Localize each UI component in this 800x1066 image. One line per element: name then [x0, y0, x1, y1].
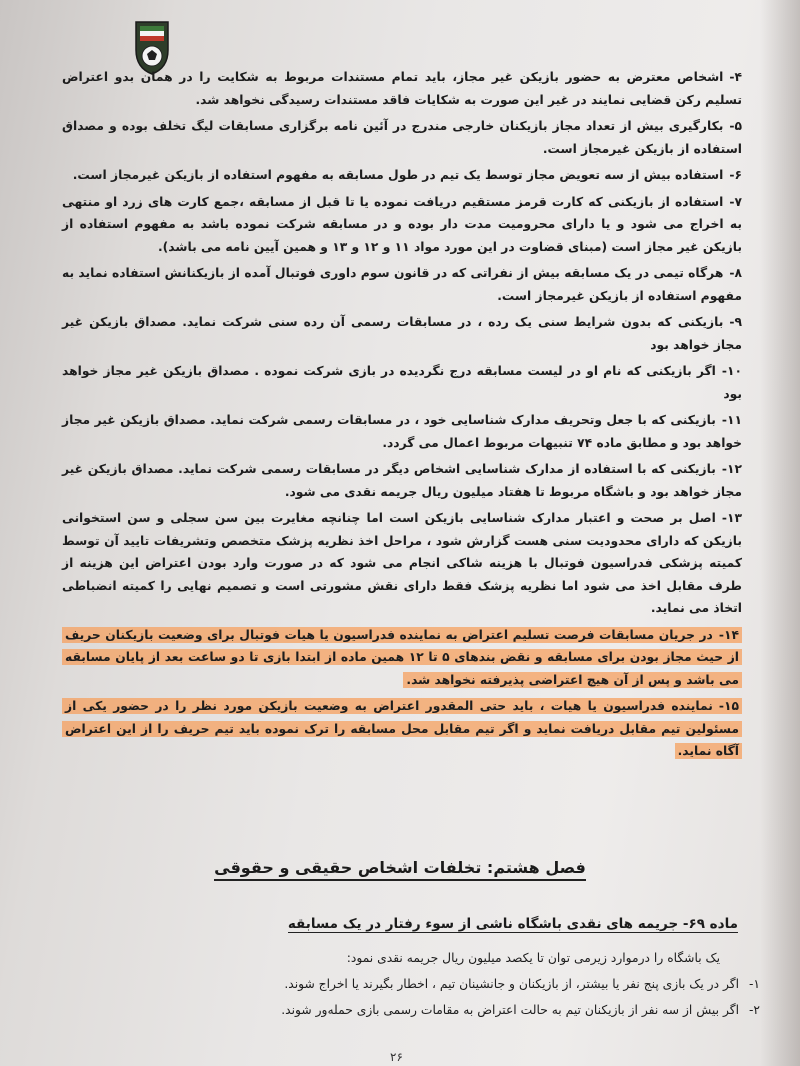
page-curl-shadow: [760, 0, 800, 1066]
rules-list: [62, 66, 742, 767]
rule-item-9: ۹-بازیکنی که بدون شرایط سنی یک رده ، در مسابقات رسمی آن رده سنی شرکت نماید. مصداق بازیکن غیر مجاز خواهد بود: [62, 315, 742, 352]
rule-item-5: ۵-بکارگیری بیش از تعداد مجاز بازیکنان خارجی مندرج در آئین نامه برگزاری مسابقات لیگ تخلف بوده و مصداق استفاده از بازیکن غیرمجاز است.: [62, 119, 742, 156]
rule-item-4: ۴-اشخاص معترض به حضور بازیکن غیر مجاز، باید تمام مستندات مربوط به شکایت را در همان بدو اعتراض تسلیم رکن قضایی نمایند در غیر این صورت به شکایات فاقد مستندات رسیدگی نخواهد شد.: [62, 70, 742, 107]
article-body: [80, 945, 760, 1023]
rule-item-8: ۸-هرگاه تیمی در یک مسابقه بیش از نفراتی که در قانون سوم داوری فوتبال آمده از بازیکنانش استفاده نماید به مفهوم استفاده از بازیکن غیرمجاز است.: [62, 266, 742, 303]
article-heading: ماده ۶۹- جریمه های نقدی باشگاه ناشی از سوء رفتار در یک مسابقه: [287, 916, 738, 932]
rule-item-6: ۶-استفاده بیش از سه تعویض مجاز توسط یک تیم در طول مسابقه به مفهوم استفاده از بازیکن غیرمجاز است.: [72, 168, 742, 182]
page-number: ۲۶: [390, 1050, 403, 1064]
rule-item-15-highlighted: ۱۵-نماینده فدراسیون یا هیات ، باید حتی المقدور اعتراض به وضعیت بازیکن مورد نظر را در حضور یکی از مسئولین تیم مقابل دریافت نماید و اگر تیم مقابل محل مسابقه را ترک نموده باید تیم حریف را از این اعتراض آگاه نماید.: [62, 695, 742, 763]
rule-item-12: ۱۲-بازیکنی که با استفاده از مدارک شناسایی اشخاص دیگر در مسابقات رسمی شرکت نماید. مصداق بازیکن غیر مجاز خواهد بود و باشگاه مربوط تا هفتاد میلیون ریال جریمه نقدی می شود.: [62, 462, 742, 499]
article-item-2: ۲- اگر بیش از سه نفر از بازیکنان تیم به حالت اعتراض به مقامات رسمی بازی حمله‌ور شوند.: [281, 1003, 760, 1017]
rule-item-13: ۱۳-اصل بر صحت و اعتبار مدارک شناسایی بازیکن است اما چنانچه مغایرت بین سن سجلی و سن استخوانی بازیکن که دارای محدودیت سنی هست گزارش شود ، مراحل اخذ نظریه پزشک متخصص وتشریفات تایید آن توسط کمیته پزشکی فدراسیون فوتبال با هزینه شاکی انجام می شود که در صورت وارد بودن اعتراض این هزینه از طرف مقابل اخذ می شود اما نظریه پزشک فقط دارای نقش مشورتی است و تصمیم نهایی را کمیته انضباطی اتخاذ می نماید.: [62, 511, 742, 615]
rule-item-14-highlighted: ۱۴-در جریان مسابقات فرصت تسلیم اعتراض به نماینده فدراسیون یا هیات فوتبال برای وضعیت بازیکنان حریف از حیث مجاز بودن برای مسابقه و نقض بندهای ۵ تا ۱۲ همین ماده از ابتدا بازی تا دو ساعت بعد از پایان مسابقه می باشد و پس از آن هیچ اعتراضی پذیرفته نخواهد شد.: [62, 624, 742, 692]
rule-item-7: ۷-استفاده از بازیکنی که کارت قرمز مستقیم دریافت نموده یا تا قبل از مسابقه ،جمع کارت های زرد او منتهی به اخراج می شود و یا دارای محرومیت مدت دار بوده و در مسابقه شرکت نموده باشد به مفهوم استفاده از بازیکن غیر مجاز است (مبنای قضاوت در این مورد مواد ۱۱ و ۱۲ و ۱۳ و همین آیین نامه می باشد).: [62, 194, 742, 254]
article-item-1: ۱- اگر در یک بازی پنج نفر یا بیشتر، از بازیکنان و جانشینان تیم ، اخطار بگیرند یا اخراج شوند.: [284, 977, 760, 991]
rule-item-11: ۱۱-بازیکنی که با جعل وتحریف مدارک شناسایی خود ، در مسابقات رسمی شرکت نماید. مصداق بازیکن غیر مجاز خواهد بود و مطابق ماده ۷۴ تنبیهات مربوط اعمال می گردد.: [62, 413, 742, 450]
article-intro: یک باشگاه را درموارد زیرمی توان تا یکصد میلیون ریال جریمه نقدی نمود:: [346, 951, 720, 965]
rule-item-10: ۱۰-اگر بازیکنی که نام او در لیست مسابقه درج نگردیده در بازی شرکت نموده . مصداق بازیکن غیر مجاز خواهد بود: [62, 364, 742, 401]
chapter-heading: فصل هشتم: تخلفات اشخاص حقیقی و حقوقی: [200, 858, 600, 877]
